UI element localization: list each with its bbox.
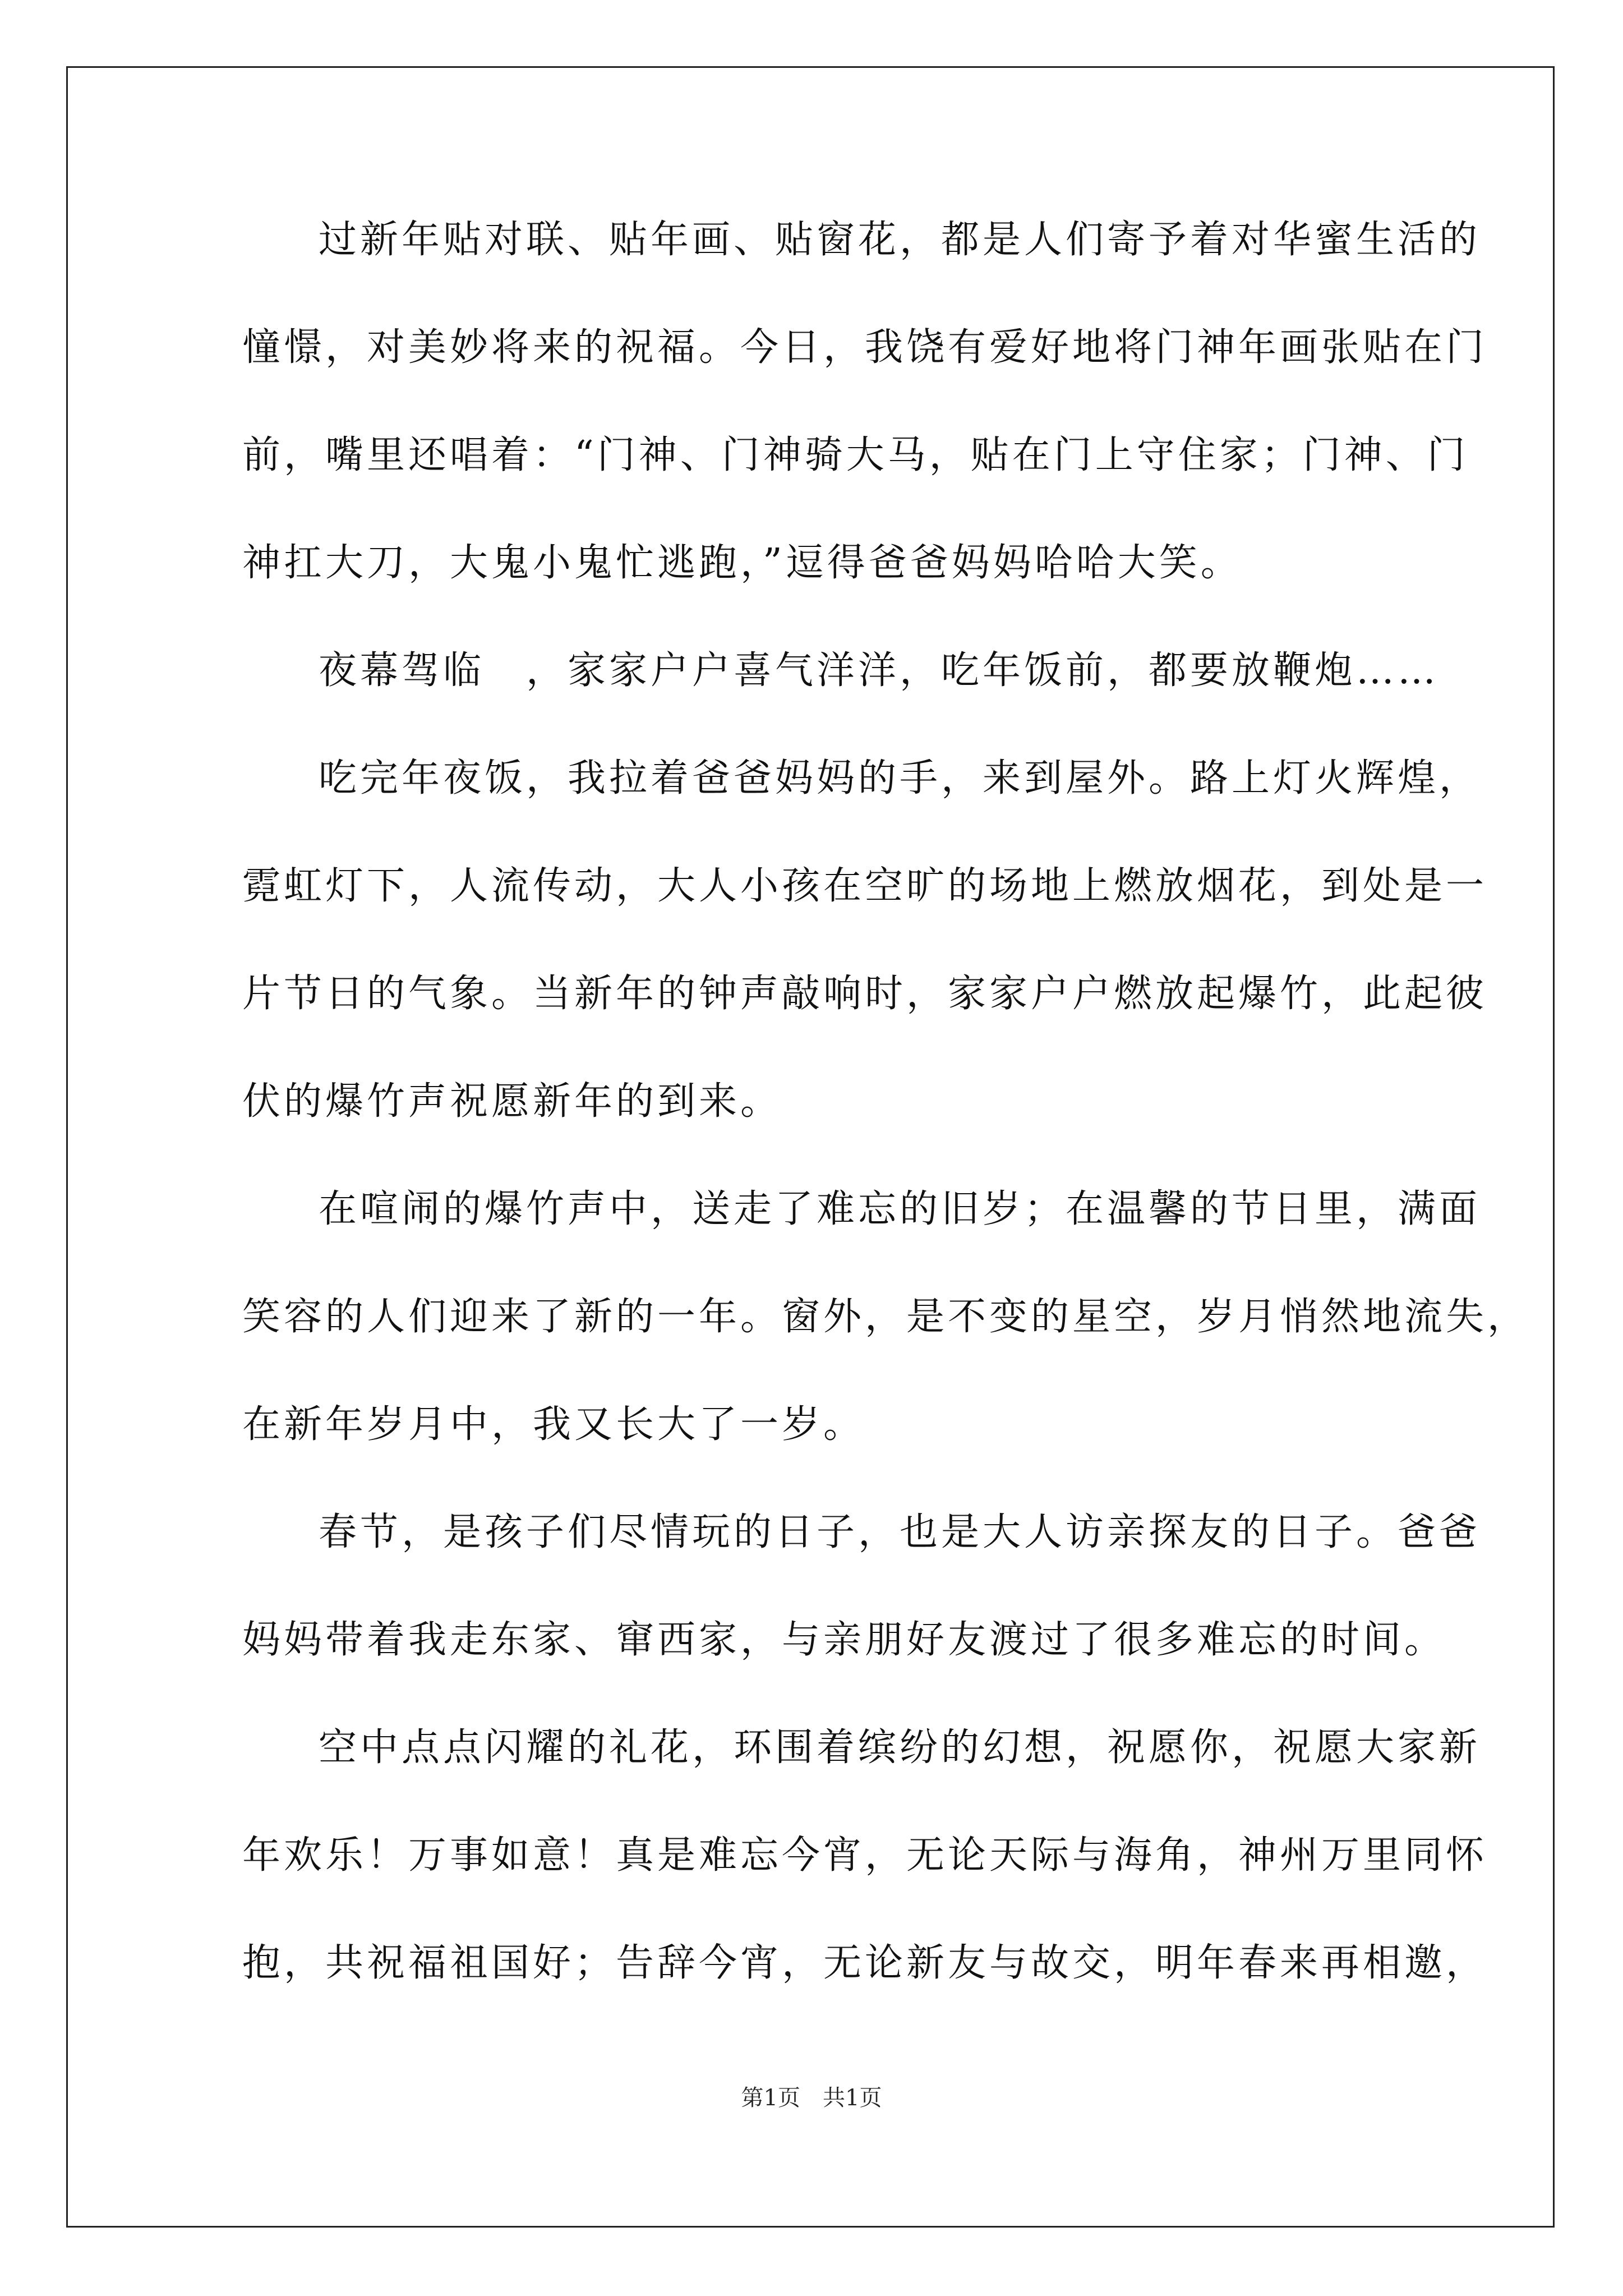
paragraph-5-line-2: 妈妈带着我走东家、窜西家，与亲朋好友渡过了很多难忘的时间。 [242,1618,1446,1662]
paragraph-4-line-1: 在喧闹的爆竹声中，送走了难忘的旧岁；在温馨的节日里，满面 [319,1187,1481,1231]
paragraph-1-line-1: 过新年贴对联、贴年画、贴窗花，都是人们寄予着对华蜜生活的 [319,218,1481,262]
page-number-footer: 第1页 共1页 [741,2085,882,2111]
paragraph-6-line-3: 抱，共祝福祖国好；告辞今宵，无论新友与故交，明年春来再相邀， [242,1941,1488,1985]
paragraph-2-line-1: 夜幕驾临 ，家家户户喜气洋洋，吃年饭前，都要放鞭炮…… [319,648,1440,693]
paragraph-4-line-2: 笑容的人们迎来了新的一年。窗外，是不变的星空，岁月悄然地流失， [242,1295,1529,1339]
paragraph-3-line-4: 伏的爆竹声祝愿新年的到来。 [242,1079,782,1124]
paragraph-6-line-1: 空中点点闪耀的礼花，环围着缤纷的幻想，祝愿你，祝愿大家新 [319,1726,1481,1770]
paragraph-4-line-3: 在新年岁月中，我又长大了一岁。 [242,1402,865,1447]
paragraph-3-line-2: 霓虹灯下，人流传动，大人小孩在空旷的场地上燃放烟花，到处是一 [242,864,1488,908]
paragraph-5-line-1: 春节，是孩子们尽情玩的日子，也是大人访亲探友的日子。爸爸 [319,1510,1481,1554]
paragraph-3-line-1: 吃完年夜饭，我拉着爸爸妈妈的手，来到屋外。路上灯火辉煌， [319,756,1481,800]
paragraph-1-line-4: 神扛大刀，大鬼小鬼忙逃跑，”逗得爸爸妈妈哈哈大笑。 [242,541,1242,585]
paragraph-1-line-2: 憧憬，对美妙将来的祝福。今日，我饶有爱好地将门神年画张贴在门 [242,325,1488,370]
paragraph-6-line-2: 年欢乐！万事如意！真是难忘今宵，无论天际与海角，神州万里同怀 [242,1833,1488,1878]
paragraph-3-line-3: 片节日的气象。当新年的钟声敲响时，家家户户燃放起爆竹，此起彼 [242,972,1488,1016]
paragraph-1-line-3: 前，嘴里还唱着：“门神、门神骑大马，贴在门上守住家；门神、门 [242,433,1469,477]
page-border [66,66,1555,2228]
